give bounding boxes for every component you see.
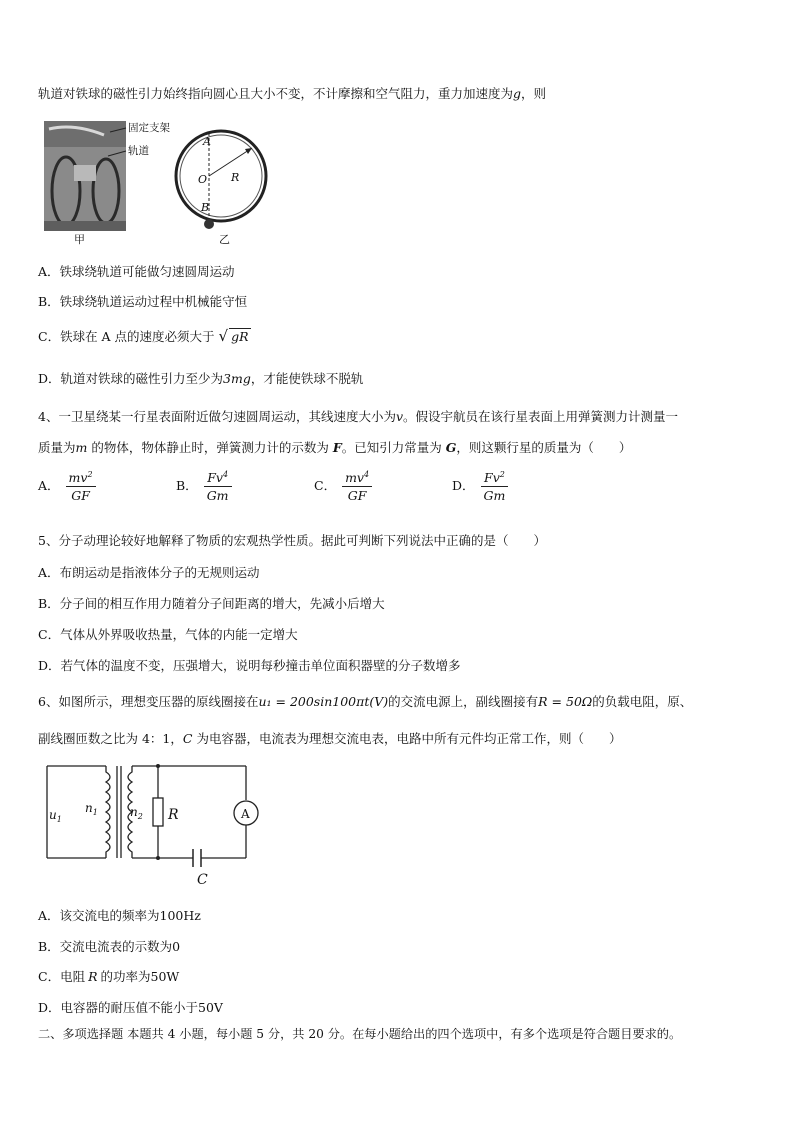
q6-option-a[interactable]: A．该交流电的频率为100Hz (38, 908, 201, 923)
label-u1: $u_1$ (49, 808, 62, 824)
label-track: 轨道 (128, 145, 149, 157)
q3-option-a[interactable]: A．铁球绕轨道可能做匀速圆周运动 (38, 264, 235, 279)
label-c: C (197, 872, 208, 888)
label-ammeter: A (241, 807, 250, 821)
label-r: R (168, 807, 179, 823)
q6-option-d[interactable]: D．电容器的耐压值不能小于50V (38, 1000, 223, 1015)
q3-option-c[interactable]: C．铁球在 A 点的速度必须大于 √ gR (38, 327, 249, 345)
q5-option-b[interactable]: B．分子间的相互作用力随着分子间距离的增大，先减小后增大 (38, 596, 385, 611)
point-b: B (201, 201, 210, 214)
q4-choice-a[interactable]: A． $\frac{mv^2}{GF}$ (38, 470, 96, 503)
q5-option-d[interactable]: D．若气体的温度不变，压强增大，说明每秒撞击单位面积器壁的分子数增多 (38, 658, 461, 673)
q5-option-a[interactable]: A．布朗运动是指液体分子的无规则运动 (38, 565, 260, 580)
iron-ball (204, 219, 214, 229)
label-n1: $n_1$ (85, 801, 98, 817)
q3-option-d[interactable]: D．轨道对铁球的磁性引力至少为3mg，才能使铁球不脱轨 (38, 371, 364, 386)
q3-diagram (40, 118, 270, 246)
q6-option-c[interactable]: C．电阻 R 的功率为50W (38, 969, 180, 984)
sqrt-symbol: √ (218, 327, 229, 345)
q5-stem: 5、分子动理论较好地解释了物质的宏观热学性质。据此可判断下列说法中正确的是（ ） (38, 533, 546, 548)
diagram-caption: 乙 (219, 233, 230, 246)
q4-choice-d[interactable]: D． $\frac{Fv^2}{Gm}$ (452, 470, 508, 503)
q5-option-c[interactable]: C．气体从外界吸收热量，气体的内能一定增大 (38, 627, 298, 642)
q6-option-b[interactable]: B．交流电流表的示数为0 (38, 939, 181, 954)
q6-stem-line2: 副线圈匝数之比为 4：1，C 为电容器，电流表为理想交流电表，电路中所有元件均正常工作，则（ ） (38, 731, 622, 746)
point-o: O (198, 173, 208, 186)
point-a: A (203, 135, 211, 148)
transformer-circuit (40, 758, 280, 893)
section2-heading: 二、多项选择题 本题共 4 小题，每小题 5 分，共 20 分。在每小题给出的四个选项中，有多个选项是符合题目要求的。 (38, 1027, 682, 1041)
q3-option-b[interactable]: B．铁球绕轨道运动过程中机械能守恒 (38, 294, 248, 309)
q4-stem-line1: 4、一卫星绕某一行星表面附近做匀速圆周运动，其线速度大小为v。假设宇航员在该行星表面上用弹簧测力计测量一 (38, 409, 679, 424)
resistor (153, 798, 163, 826)
photo-caption: 甲 (74, 233, 85, 246)
label-n2: $n_2$ (130, 805, 143, 821)
q4-choice-b[interactable]: B． $\frac{Fv^4}{Gm}$ (176, 470, 232, 503)
track-circle (176, 131, 266, 221)
primary-coil (106, 766, 110, 858)
q4-choice-c[interactable]: C． $\frac{mv^4}{GF}$ (314, 470, 372, 503)
q3-intro: 轨道对铁球的磁性引力始终指向圆心且大小不变，不计摩擦和空气阻力，重力加速度为g，则 (38, 86, 547, 101)
q4-stem-line2: 质量为m 的物体，物体静止时，弹簧测力计的示数为 F。已知引力常量为 G，则这颗行星的质量为（ ） (38, 440, 632, 455)
q6-stem-line1: 6、如图所示，理想变压器的原线圈接在u₁ = 200sin100πt(V)的交流电源上，副线圈接有R = 50Ω的负载电阻，原、 (38, 694, 693, 709)
label-bracket: 固定支架 (128, 122, 170, 134)
radius-label: R (231, 171, 240, 184)
